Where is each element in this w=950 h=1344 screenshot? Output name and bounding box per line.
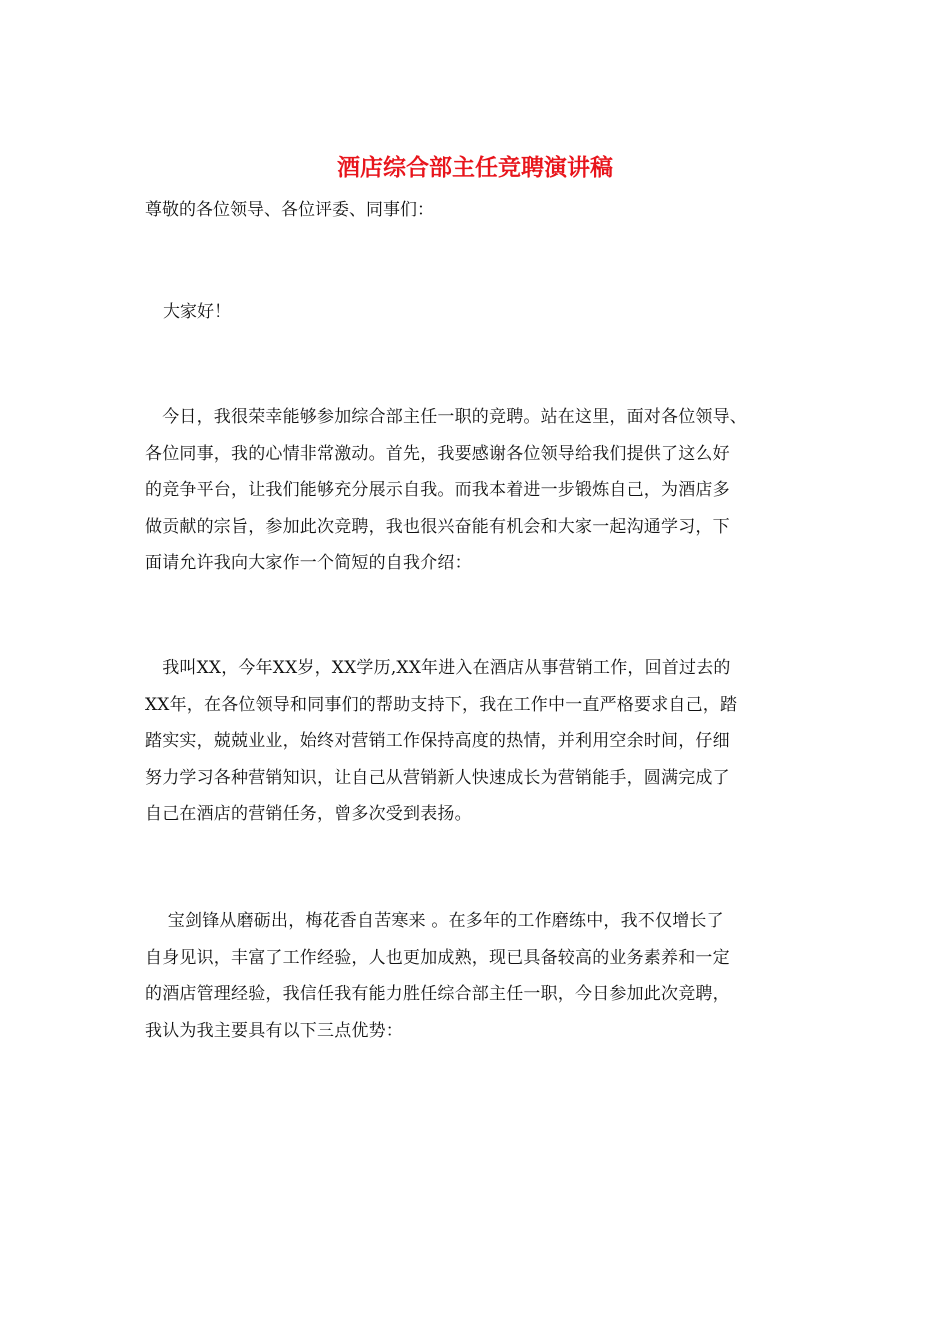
paragraph-line: 宝剑锋从磨砺出，梅花香自苦寒来 。在多年的工作磨练中，我不仅增长了: [145, 911, 724, 931]
paragraph-line: 的竞争平台，让我们能够充分展示自我。而我本着进一步锻炼自己，为酒店多: [145, 480, 730, 500]
paragraph-line: 面请允许我向大家作一个简短的自我介绍：: [145, 553, 472, 573]
paragraph-advantages: [145, 903, 815, 1049]
greeting: 大家好！: [163, 302, 231, 322]
paragraph-line: 努力学习各种营销知识，让自己从营销新人快速成长为营销能手，圆满完成了: [145, 767, 730, 788]
paragraph-line: 做贡献的宗旨，参加此次竞聘，我也很兴奋能有机会和大家一起沟通学习，下: [145, 516, 730, 537]
paragraph-line: 自身见识，丰富了工作经验，人也更加成熟，现已具备较高的业务素养和一定: [145, 947, 730, 968]
paragraph-line: 各位同事，我的心情非常激动。首先，我要感谢各位领导给我们提供了这么好: [145, 443, 730, 464]
paragraph-line: 的酒店管理经验，我信任我有能力胜任综合部主任一职，今日参加此次竞聘，: [145, 984, 730, 1004]
document-title: 酒店综合部主任竞聘演讲稿: [337, 154, 613, 181]
paragraph-line: 踏实实，兢兢业业，始终对营销工作保持高度的热情，并利用空余时间，仔细: [145, 731, 730, 751]
paragraph-line: 今日，我很荣幸能够参加综合部主任一职的竞聘。站在这里，面对各位领导、: [145, 407, 747, 427]
paragraph-self-introduction: [145, 650, 815, 833]
paragraph-line: 我叫XX，今年XX岁，XX学历,XX年进入在酒店从事营销工作，回首过去的: [145, 658, 731, 678]
paragraph-line: 我认为我主要具有以下三点优势：: [145, 1020, 403, 1041]
paragraph-line: XX年，在各位领导和同事们的帮助支持下，我在工作中一直严格要求自己，踏: [145, 694, 738, 715]
salutation: 尊敬的各位领导、各位评委、同事们：: [145, 200, 434, 220]
paragraph-line: 自己在酒店的营销任务，曾多次受到表扬。: [145, 804, 472, 824]
paragraph-intro: [145, 399, 815, 582]
